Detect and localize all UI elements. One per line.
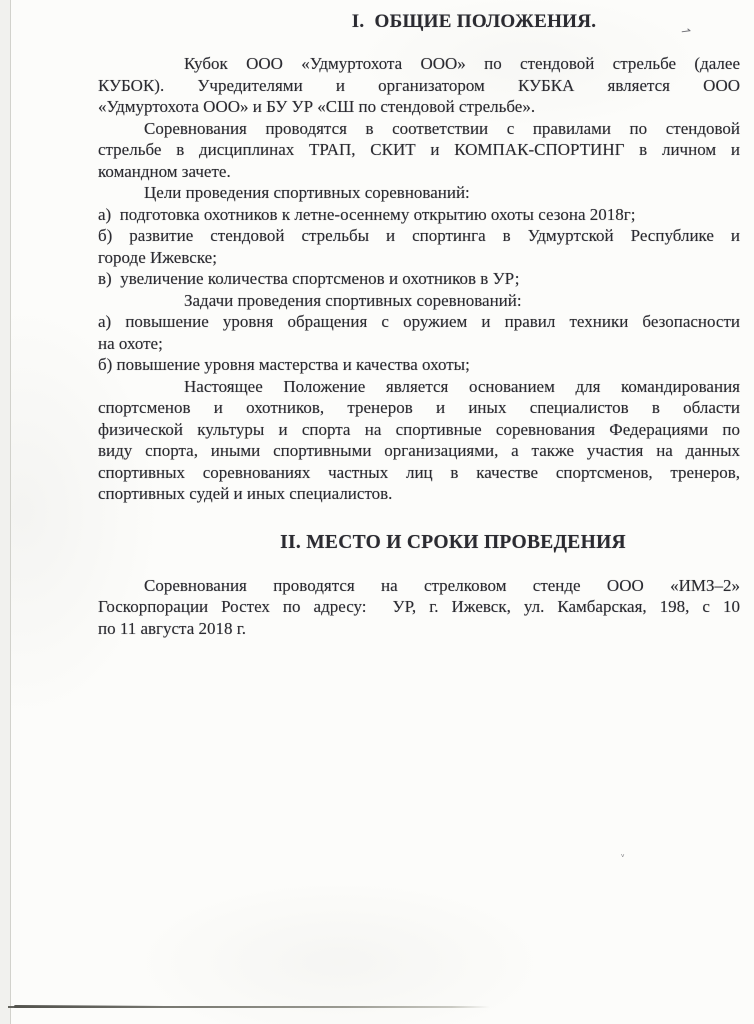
- scan-left-edge-strip: [0, 0, 10, 1024]
- text-line: стрельбе в дисциплинах ТРАП, СКИТ и КОМПАК-СПОРТИНГ в личном и: [98, 140, 740, 159]
- text-line: Цели проведения спортивных соревнований:: [144, 183, 470, 202]
- section-2-body: [98, 575, 740, 640]
- scan-speck-mark: ᵥ: [621, 850, 625, 860]
- text-line: Настоящее Положение является основанием для командирования: [184, 376, 740, 396]
- list-item-line: на охоте;: [98, 333, 163, 353]
- text-line: спортивных судей и иных специалистов.: [98, 484, 393, 503]
- text-column: [98, 10, 740, 639]
- text-line: командном зачете.: [98, 161, 231, 181]
- text-line: Соревнования проводятся на стрелковом стенде ООО «ИМЗ–2»: [144, 575, 740, 595]
- text-line: физической культуры и спорта на спортивные соревнования Федерациями по: [98, 419, 740, 439]
- text-line: Госкорпорации Ростех по адресу: УР, г. Ижевск, ул. Камбарская, 198, с 10: [98, 597, 740, 616]
- text-line: спортсменов и охотников, тренеров и иных специалистов в области: [98, 398, 740, 417]
- text-line: КУБОК). Учредителями и организатором КУБКА является ООО: [98, 75, 740, 95]
- text-line: спортивных соревнованиях частных лиц в качестве спортсменов, тренеров,: [98, 462, 740, 482]
- section-general-provisions: [98, 10, 740, 505]
- scan-left-edge-line: [10, 0, 11, 1024]
- scan-arrow-mark: ⇀: [680, 23, 692, 39]
- list-item-line: б) развитие стендовой стрельбы и спортинга в Удмуртской Республике и: [98, 226, 740, 245]
- section-2-heading: II. МЕСТО И СРОКИ ПРОВЕДЕНИЯ: [280, 531, 626, 553]
- text-line: Задачи проведения спортивных соревнований:: [184, 290, 522, 310]
- text-line: виду спорта, иными спортивными организациями, а также участия на данных: [98, 441, 740, 460]
- section-1-body: [98, 53, 740, 505]
- text-line: «Удмуртохота ООО» и БУ УР «СШ по стендовой стрельбе».: [98, 97, 536, 116]
- list-item-line: б) повышение уровня мастерства и качества охоты;: [98, 355, 470, 374]
- text-line: по 11 августа 2018 г.: [98, 618, 247, 638]
- list-item-line: а) подготовка охотников к летне-осеннему открытию охоты сезона 2018г;: [98, 204, 636, 224]
- section-1-heading: I. ОБЩИЕ ПОЛОЖЕНИЯ.: [351, 11, 597, 32]
- text-line: Кубок ООО «Удмуртохота ООО» по стендовой стрельбе (далее: [184, 54, 740, 73]
- text-line: Соревнования проводятся в соответствии с правилами по стендовой: [144, 118, 740, 138]
- list-item-line: а) повышение уровня обращения с оружием и правил техники безопасности: [98, 312, 740, 331]
- list-item-line: в) увеличение количества спортсменов и охотников в УР;: [98, 269, 520, 288]
- scan-bottom-edge-dark-segment: [14, 1005, 164, 1008]
- list-item-line: городе Ижевске;: [98, 247, 217, 267]
- section-place-and-dates: [98, 531, 740, 640]
